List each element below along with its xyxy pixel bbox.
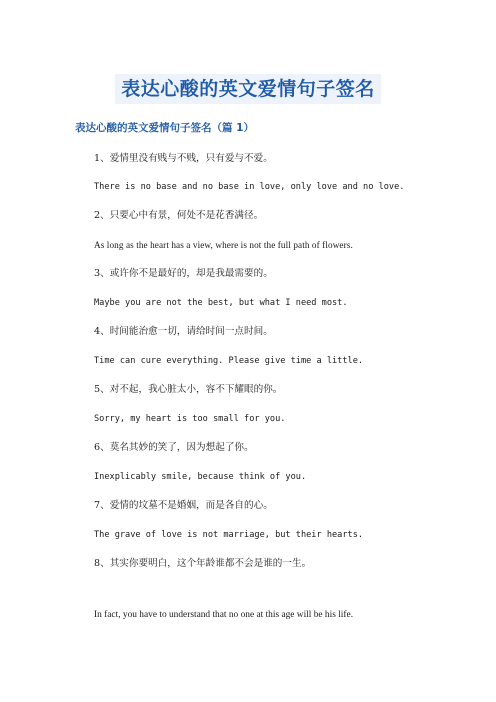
entry-4-english: Time can cure everything. Please give time a little. [94,356,364,366]
entry-3-chinese: 3、或许你不是最好的，却是我最需要的。 [94,268,273,279]
entry-7-chinese: 7、爱情的坟墓不是婚姻，而是各自的心。 [94,500,273,511]
entry-8-english: In fact, you have to understand that no one at this age will be his life. [94,610,354,621]
entry-4-chinese: 4、时间能治愈一切，请给时间一点时间。 [94,326,273,337]
entry-1-english: There is no base and no base in love, only love and no love. [94,182,405,192]
entry-7-english: The grave of love is not marriage, but their hearts. [94,530,364,540]
entry-1-chinese: 1、爱情里没有贱与不贱，只有爱与不爱。 [94,153,273,164]
entry-5-chinese: 5、对不起，我心脏太小，容不下耀眼的你。 [94,384,283,395]
entry-2-chinese: 2、只要心中有景，何处不是花香满径。 [94,210,264,221]
entry-8-chinese: 8、其实你要明白，这个年龄谁都不会是谁的一生。 [94,558,312,569]
entry-5-english: Sorry, my heart is too small for you. [94,414,286,424]
document-title: 表达心酸的英文爱情句子签名 [115,74,381,104]
entry-2-english: As long as the heart has a view, where is not the full path of flowers. [94,240,353,250]
entry-3-english: Maybe you are not the best, but what I need most. [94,298,348,308]
entry-6-english: Inexplicably smile, because think of you. [94,472,307,482]
section-heading: 表达心酸的英文爱情句子签名（篇 1） [75,122,254,134]
title-area [0,74,496,104]
entry-6-chinese: 6、莫名其妙的笑了，因为想起了你。 [94,442,254,453]
